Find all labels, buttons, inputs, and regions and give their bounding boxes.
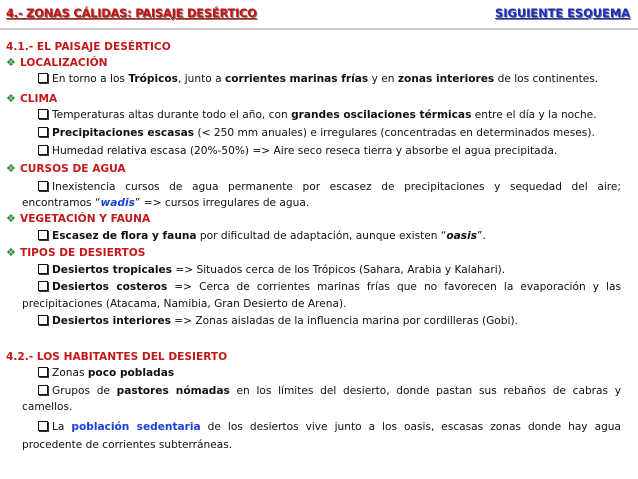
checkbox-bullet-icon [38, 264, 48, 274]
list-item: Escasez de flora y fauna por dificultad de adaptación, aunque existen “oasis”. [38, 229, 486, 243]
list-item-continuation: precipitaciones (Atacama, Namibia, Gran Desierto de Arena). [22, 298, 347, 310]
section-heading-4-2: 4.2.- LOS HABITANTES DEL DESIERTO [6, 351, 228, 363]
topic-label: TIPOS DE DESIERTOS [20, 247, 146, 259]
checkbox-bullet-icon [38, 109, 48, 119]
list-item: Desiertos interiores => Zonas aisladas de la influencia marina por cordilleras (Gobi). [38, 314, 518, 328]
checkbox-bullet-icon [38, 385, 48, 395]
header-bar [0, 0, 638, 28]
list-item-continuation: procedente de corrientes subterráneas. [22, 439, 233, 451]
topic-label: CLIMA [20, 93, 58, 105]
checkbox-bullet-icon [38, 181, 48, 191]
list-item-continuation: encontramos “wadis” => cursos irregulares de agua. [22, 197, 310, 209]
diamond-bullet-icon: ❖ [6, 162, 16, 175]
list-item: Grupos de pastores nómadas en los límites del desierto, donde pastan sus rebaños de cabras y [22, 384, 621, 398]
list-item-continuation: camellos. [22, 401, 73, 413]
slide-title: 4.- ZONAS CÁLIDAS: PAISAJE DESÉRTICO [6, 6, 257, 20]
section-heading-4-1: 4.1.- EL PAISAJE DESÉRTICO [6, 41, 171, 53]
diamond-bullet-icon: ❖ [6, 56, 16, 69]
topic-clima [6, 92, 57, 106]
list-item: Zonas poco pobladas [38, 366, 174, 380]
list-item: La población sedentaria de los desiertos vive junto a los oasis, escasas zonas donde hay agua [22, 420, 621, 434]
topic-localizacion [6, 56, 108, 70]
list-item: Humedad relativa escasa (20%-50%) => Aire seco reseca tierra y absorbe el agua precipitada. [38, 144, 557, 158]
list-item: Inexistencia cursos de agua permanente por escasez de precipitaciones y sequedad del aire; [22, 180, 621, 194]
topic-vegetacion-fauna [6, 212, 150, 226]
list-item: Desiertos tropicales => Situados cerca de los Trópicos (Sahara, Arabia y Kalahari). [38, 263, 505, 277]
diamond-bullet-icon: ❖ [6, 212, 16, 225]
list-item: Precipitaciones escasas (< 250 mm anuales) e irregulares (concentradas en determinados meses). [38, 126, 595, 140]
checkbox-bullet-icon [38, 127, 48, 137]
checkbox-bullet-icon [38, 145, 48, 155]
topic-tipos-desiertos [6, 246, 145, 260]
list-item: En torno a los Trópicos, junto a corrientes marinas frías y en zonas interiores de los continentes. [38, 72, 598, 86]
checkbox-bullet-icon [38, 281, 48, 291]
diamond-bullet-icon: ❖ [6, 92, 16, 105]
next-scheme-link[interactable]: SIGUIENTE ESQUEMA [495, 6, 630, 20]
topic-label: CURSOS DE AGUA [20, 163, 126, 175]
header-divider [0, 28, 638, 30]
checkbox-bullet-icon [38, 230, 48, 240]
checkbox-bullet-icon [38, 73, 48, 83]
topic-label: LOCALIZACIÓN [20, 57, 108, 69]
checkbox-bullet-icon [38, 315, 48, 325]
list-item: Temperaturas altas durante todo el año, con grandes oscilaciones térmicas entre el día y la noche. [38, 108, 597, 122]
diamond-bullet-icon: ❖ [6, 246, 16, 259]
topic-label: VEGETACIÓN Y FAUNA [20, 213, 151, 225]
topic-cursos-agua [6, 162, 126, 176]
checkbox-bullet-icon [38, 367, 48, 377]
checkbox-bullet-icon [38, 421, 48, 431]
list-item: Desiertos costeros => Cerca de corrientes marinas frías que no favorecen la evaporación y las [22, 280, 621, 294]
